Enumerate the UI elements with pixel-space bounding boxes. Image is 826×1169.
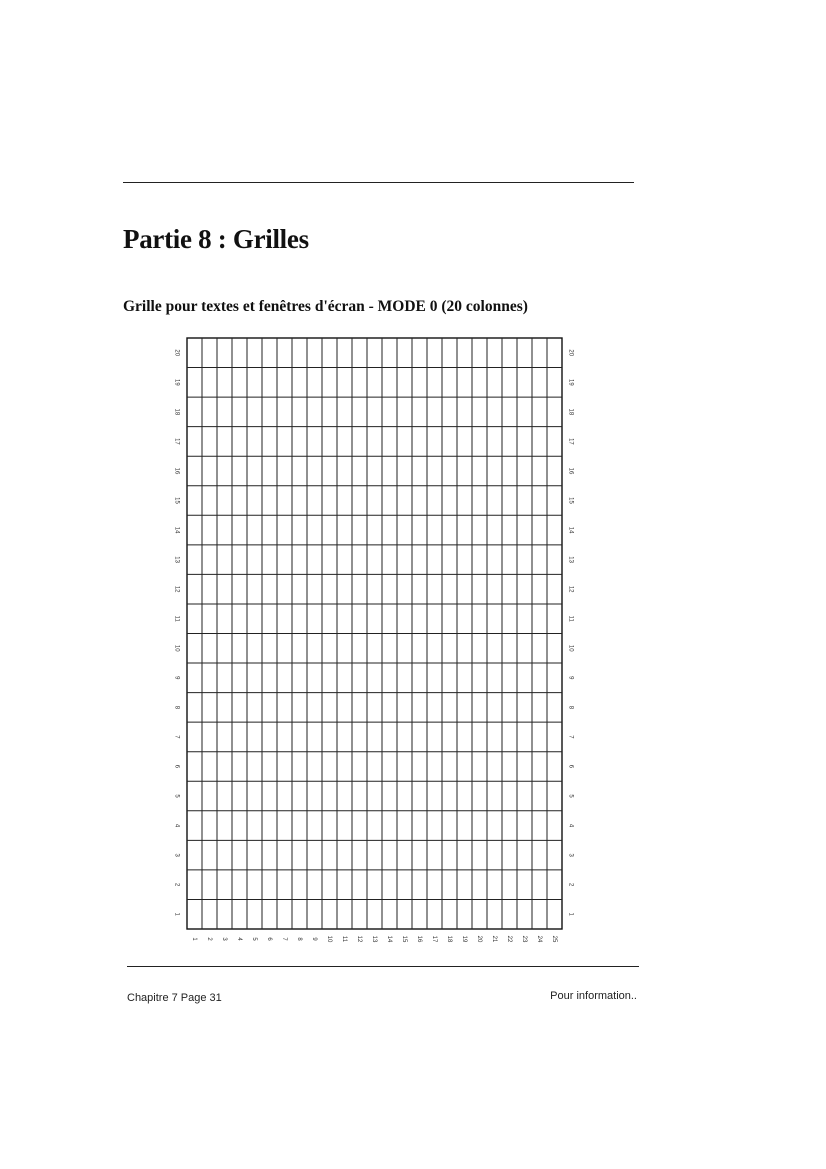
column-label: 21 xyxy=(490,935,497,943)
column-label: 6 xyxy=(265,937,272,941)
row-label-left: 8 xyxy=(173,705,180,710)
row-label-right: 8 xyxy=(567,705,574,710)
row-label-right: 3 xyxy=(567,853,574,857)
column-label: 19 xyxy=(460,935,467,943)
row-label-right: 17 xyxy=(567,438,574,445)
column-label: 7 xyxy=(280,937,287,941)
row-label-right: 9 xyxy=(567,676,574,680)
column-label: 15 xyxy=(400,935,407,943)
bottom-rule xyxy=(127,966,639,967)
row-label-left: 6 xyxy=(173,764,180,769)
column-label: 9 xyxy=(310,937,317,941)
column-label: 22 xyxy=(505,935,512,943)
column-label: 25 xyxy=(550,935,557,943)
column-label: 12 xyxy=(355,935,362,943)
row-label-left: 9 xyxy=(173,676,180,680)
column-label: 1 xyxy=(190,937,197,941)
row-label-left: 20 xyxy=(173,349,180,357)
grid-subtitle: Grille pour textes et fenêtres d'écran - MODE 0 (20 colonnes) xyxy=(123,298,528,315)
column-label: 24 xyxy=(535,935,542,943)
row-label-right: 1 xyxy=(567,912,574,916)
row-label-right: 19 xyxy=(567,378,574,386)
row-label-right: 14 xyxy=(567,526,574,534)
row-label-right: 16 xyxy=(567,467,574,475)
row-label-left: 15 xyxy=(173,497,180,504)
row-label-right: 4 xyxy=(567,823,574,828)
column-label: 11 xyxy=(340,935,347,943)
column-label: 4 xyxy=(235,937,242,941)
row-label-right: 6 xyxy=(567,764,574,769)
row-label-left: 12 xyxy=(173,585,180,593)
row-label-left: 10 xyxy=(173,644,180,652)
row-label-left: 5 xyxy=(173,794,180,798)
footer-note: Pour information.. xyxy=(550,990,637,1002)
row-label-right: 20 xyxy=(567,349,574,357)
row-label-left: 14 xyxy=(173,526,180,534)
column-label: 3 xyxy=(220,937,227,941)
row-label-left: 4 xyxy=(173,823,180,828)
row-label-right: 2 xyxy=(567,883,574,887)
row-label-left: 2 xyxy=(173,883,180,887)
row-label-left: 16 xyxy=(173,467,180,475)
row-label-right: 12 xyxy=(567,585,574,593)
row-label-right: 11 xyxy=(567,615,574,622)
row-label-right: 10 xyxy=(567,644,574,652)
row-label-right: 5 xyxy=(567,794,574,798)
row-label-right: 18 xyxy=(567,408,574,416)
column-label: 14 xyxy=(385,935,392,943)
column-label: 2 xyxy=(205,937,212,941)
column-label: 17 xyxy=(430,935,437,943)
column-label: 20 xyxy=(475,935,482,943)
row-label-right: 7 xyxy=(567,735,574,739)
page-title: Partie 8 : Grilles xyxy=(123,224,309,254)
row-label-left: 11 xyxy=(173,615,180,622)
column-label: 8 xyxy=(295,937,302,941)
row-label-left: 19 xyxy=(173,378,180,386)
column-label: 13 xyxy=(370,935,377,943)
row-label-right: 15 xyxy=(567,497,574,504)
row-label-left: 3 xyxy=(173,853,180,857)
row-label-left: 7 xyxy=(173,735,180,739)
row-label-left: 1 xyxy=(173,912,180,916)
row-label-left: 13 xyxy=(173,556,180,563)
column-label: 5 xyxy=(250,937,257,941)
row-label-left: 18 xyxy=(173,408,180,416)
column-label: 23 xyxy=(520,935,527,943)
column-label: 10 xyxy=(325,935,332,943)
row-label-left: 17 xyxy=(173,438,180,445)
column-label: 16 xyxy=(415,935,422,943)
column-label: 18 xyxy=(445,935,452,943)
row-label-right: 13 xyxy=(567,556,574,563)
footer-page-info: Chapitre 7 Page 31 xyxy=(127,992,222,1004)
